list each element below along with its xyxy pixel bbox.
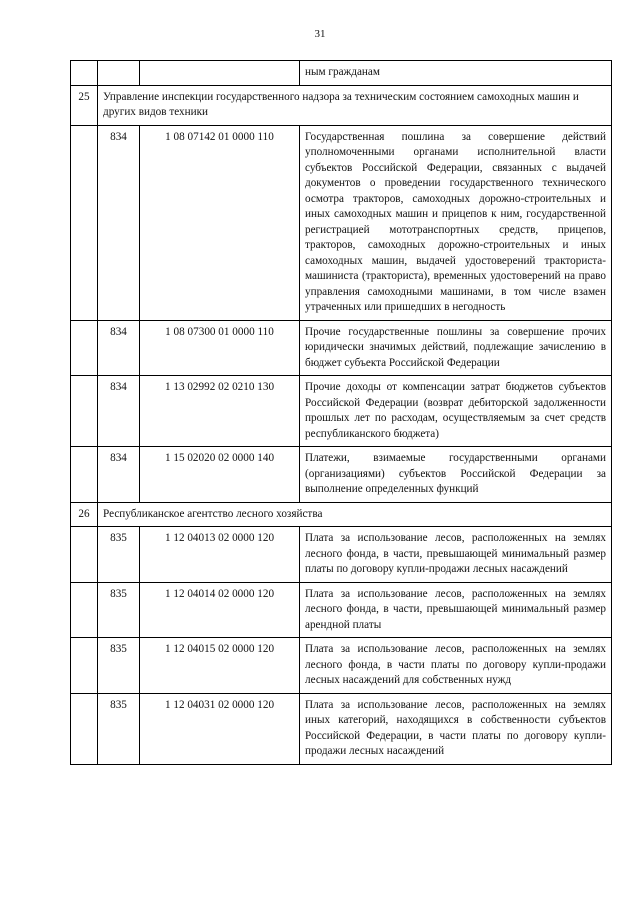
revenue-code: 1 12 04015 02 0000 120	[140, 638, 300, 694]
revenue-code: 1 12 04031 02 0000 120	[140, 693, 300, 764]
page-number: 31	[314, 28, 326, 40]
admin-code: 834	[98, 376, 140, 447]
admin-code: 834	[98, 447, 140, 503]
section-header-row	[71, 85, 612, 125]
admin-code: 834	[98, 320, 140, 376]
empty-cell	[71, 61, 98, 86]
empty-cell	[71, 447, 98, 503]
revenue-description: Плата за использование лесов, расположенных на землях лесного фонда, в части, превышающей минимальный размер арендной платы	[300, 582, 612, 638]
table-row	[71, 693, 612, 764]
admin-code: 835	[98, 527, 140, 583]
empty-cell	[71, 527, 98, 583]
section-title: Управление инспекции государственного надзора за техническим состоянием самоходных машин и других видов техники	[98, 85, 612, 125]
section-number: 25	[71, 85, 98, 125]
table-row	[71, 376, 612, 447]
section-header-row	[71, 502, 612, 527]
revenue-description: Плата за использование лесов, расположенных на землях лесного фонда, в части платы по договору купли-продажи лесных насаждений для собственных нужд	[300, 638, 612, 694]
empty-cell	[71, 125, 98, 320]
table-row	[71, 320, 612, 376]
admin-code: 835	[98, 582, 140, 638]
admin-code: 834	[98, 125, 140, 320]
table-row	[71, 125, 612, 320]
empty-cell	[71, 320, 98, 376]
empty-cell	[71, 693, 98, 764]
budget-revenue-table	[70, 60, 612, 765]
revenue-description: Плата за использование лесов, расположенных на землях иных категорий, находящихся в собственности субъектов Российской Федерации, в части платы по договору купли-продажи лесных насаждений	[300, 693, 612, 764]
empty-cell	[140, 61, 300, 86]
empty-cell	[98, 61, 140, 86]
revenue-code: 1 08 07142 01 0000 110	[140, 125, 300, 320]
table-row	[71, 447, 612, 503]
revenue-description: Прочие государственные пошлины за совершение прочих юридически значимых действий, подлежащие зачислению в бюджет субъекта Российской Федерации	[300, 320, 612, 376]
revenue-code: 1 15 02020 02 0000 140	[140, 447, 300, 503]
continuation-row	[71, 61, 612, 86]
empty-cell	[71, 376, 98, 447]
revenue-description: Платежи, взимаемые государственными органами (организациями) субъектов Российской Федерации за выполнение определенных функций	[300, 447, 612, 503]
admin-code: 835	[98, 693, 140, 764]
revenue-description: Государственная пошлина за совершение действий уполномоченными органами исполнительной власти субъектов Российской Федерации, связанных с выдачей документов о проведении государственного технического осмотра тракторов, самоходных дорожно-строительных и иных самоходных машин и прицепов к ним, государственной регистрацией мототранспортных средств, прицепов, тракторов, самоходных дорожно-строительных и иных самоходных машин, выдачей удостоверений тракториста-машиниста (тракториста), временных удостоверений на право управления самоходными машинами, в том числе взамен утраченных или пришедших в негодность	[300, 125, 612, 320]
empty-cell	[71, 582, 98, 638]
revenue-code: 1 12 04013 02 0000 120	[140, 527, 300, 583]
empty-cell	[71, 638, 98, 694]
revenue-description: Прочие доходы от компенсации затрат бюджетов субъектов Российской Федерации (возврат дебиторской задолженности прошлых лет по расходам, осуществляемым за счет средств республиканского бюджета)	[300, 376, 612, 447]
continuation-text: ным гражданам	[300, 61, 612, 86]
table-row	[71, 638, 612, 694]
admin-code: 835	[98, 638, 140, 694]
table-row	[71, 527, 612, 583]
section-number: 26	[71, 502, 98, 527]
revenue-description: Плата за использование лесов, расположенных на землях лесного фонда, в части, превышающей минимальный размер платы по договору купли-продажи лесных насаждений	[300, 527, 612, 583]
revenue-code: 1 08 07300 01 0000 110	[140, 320, 300, 376]
revenue-code: 1 13 02992 02 0210 130	[140, 376, 300, 447]
table-row	[71, 582, 612, 638]
section-title: Республиканское агентство лесного хозяйства	[98, 502, 612, 527]
revenue-code: 1 12 04014 02 0000 120	[140, 582, 300, 638]
